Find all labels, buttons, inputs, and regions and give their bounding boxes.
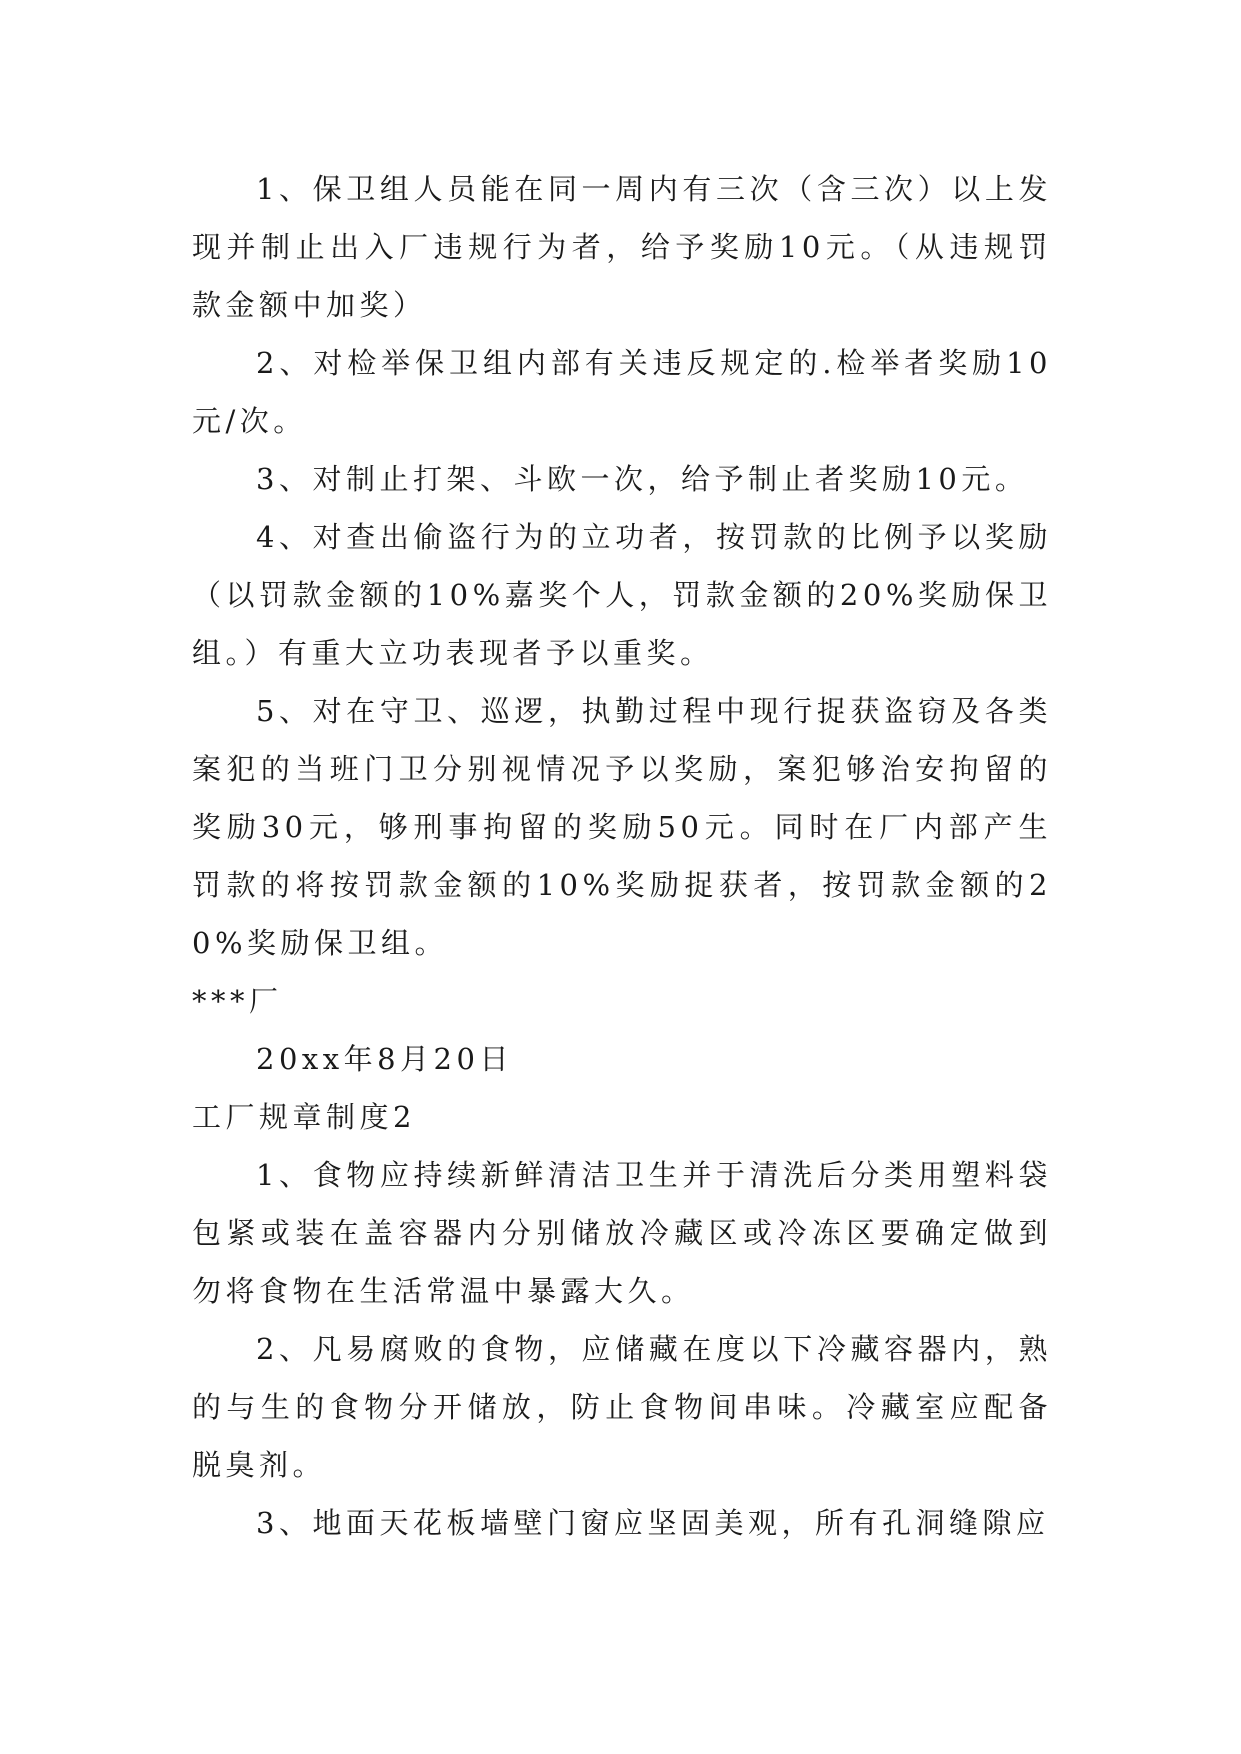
reward-item-4: 4、对查出偷盗行为的立功者，按罚款的比例予以奖励（以罚款金额的10%嘉奖个人，罚款金额的20%奖励保卫组。）有重大立功表现者予以重奖。 [192,520,1052,670]
rule-item-3: 3、地面天花板墙壁门窗应坚固美观，所有孔洞缝隙应 [256,1506,1050,1540]
rule-item-2: 2、凡易腐败的食物，应储藏在度以下冷藏容器内，熟的与生的食物分开储放，防止食物间串味。冷藏室应配备脱臭剂。 [192,1332,1052,1482]
signature-factory: ***厂 [192,984,283,1018]
reward-item-3: 3、对制止打架、斗欧一次，给予制止者奖励10元。 [256,462,1029,496]
section-heading: 工厂规章制度2 [192,1100,416,1134]
rule-item-1: 1、食物应持续新鲜清洁卫生并于清洗后分类用塑料袋包紧或装在盖容器内分别储放冷藏区或冷冻区要确定做到勿将食物在生活常温中暴露大久。 [192,1158,1052,1308]
document-body [192,160,1052,1552]
reward-item-5: 5、对在守卫、巡逻，执勤过程中现行捉获盗窃及各类案犯的当班门卫分别视情况予以奖励，案犯够治安拘留的奖励30元，够刑事拘留的奖励50元。同时在厂内部产生罚款的将按罚款金额的10%奖励捉获者，按罚款金额的20%奖励保卫组。 [192,694,1052,960]
reward-item-2: 2、对检举保卫组内部有关违反规定的.检举者奖励10元/次。 [192,346,1052,438]
reward-item-1: 1、保卫组人员能在同一周内有三次（含三次）以上发现并制止出入厂违规行为者，给予奖励10元。（从违规罚款金额中加奖） [192,172,1052,322]
signature-date: 20xx年8月20日 [256,1042,513,1076]
